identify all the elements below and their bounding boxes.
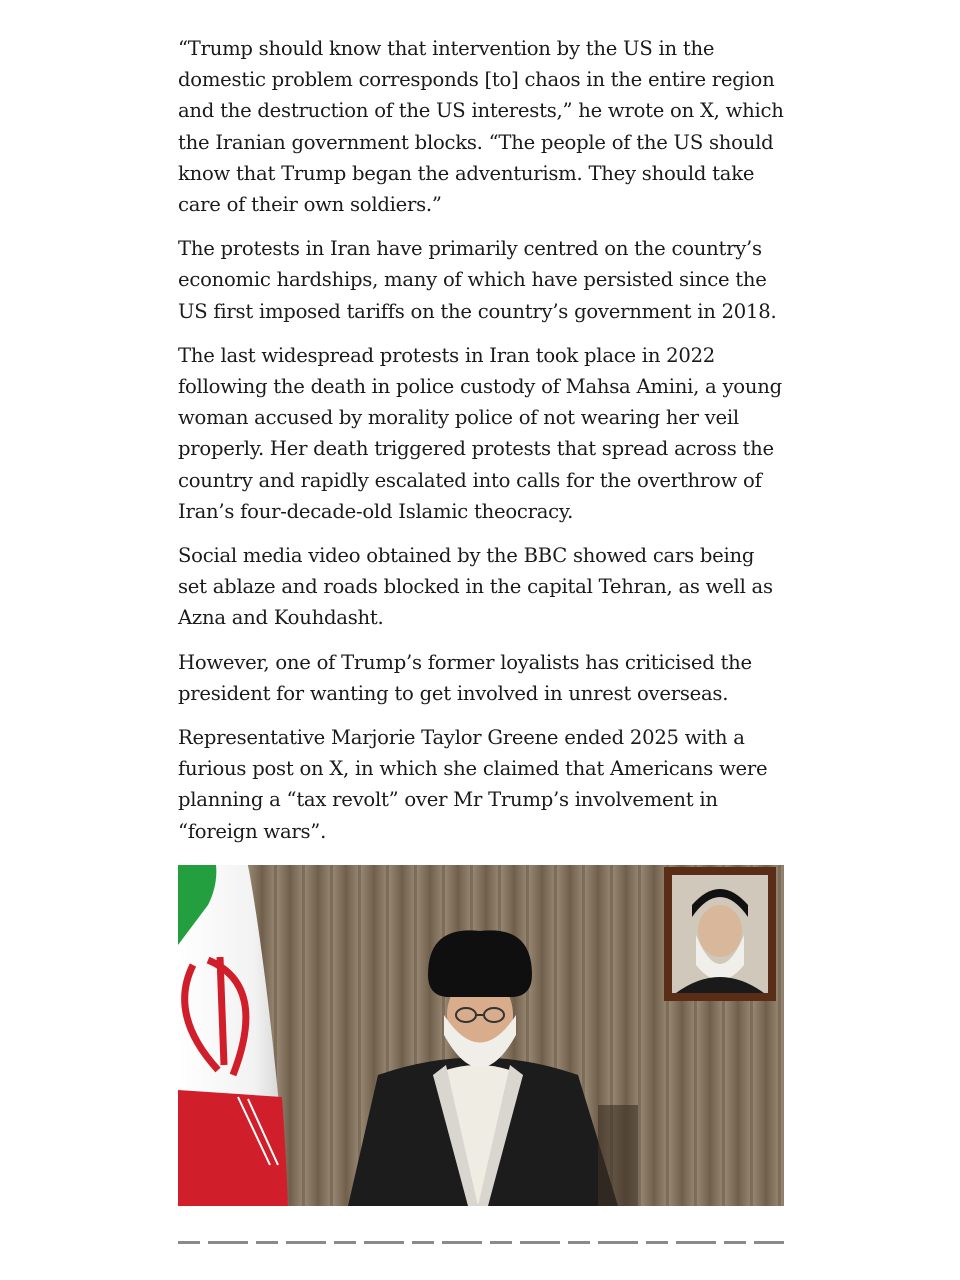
- page-bottom: [0, 1246, 960, 1280]
- chair: [598, 1105, 638, 1206]
- article-body: [178, 33, 784, 1206]
- article-paragraph: The protests in Iran have primarily centred on the country’s economic hardships, many of which have persisted since the US first imposed tariffs on the country’s government in 2018.: [178, 237, 777, 323]
- next-paragraph-cut-off: [178, 1234, 784, 1246]
- article-paragraph: The last widespread protests in Iran took place in 2022 following the death in police custody of Mahsa Amini, a young woman accused by morality police of not wearing her veil properly. Her death triggered protests that spread across the country and rapidly escalated into calls for the overthrow of Iran’s four-decade-old Islamic theocracy.: [178, 343, 782, 523]
- photo-illustration: [178, 865, 784, 1206]
- framed-portrait: [664, 867, 776, 1001]
- article-paragraph: “Trump should know that intervention by the US in the domestic problem corresponds [to] chaos in the entire region and the destruction of the US interests,” he wrote on X, which the Iranian government blocks. “The people of the US should know that Trump began the adventurism. They should take care of their own soldiers.”: [178, 37, 784, 217]
- article-paragraph: However, one of Trump’s former loyalists has criticised the president for wanting to get involved in unrest overseas.: [178, 650, 752, 705]
- article-paragraph: Social media video obtained by the BBC showed cars being set ablaze and roads blocked in the capital Tehran, as well as Azna and Kouhdasht.: [178, 544, 773, 630]
- article-paragraph: Representative Marjorie Taylor Greene ended 2025 with a furious post on X, in which she claimed that Americans were planning a “tax revolt” over Mr Trump’s involvement in “foreign wars”.: [178, 726, 768, 843]
- article-photo: [178, 865, 784, 1206]
